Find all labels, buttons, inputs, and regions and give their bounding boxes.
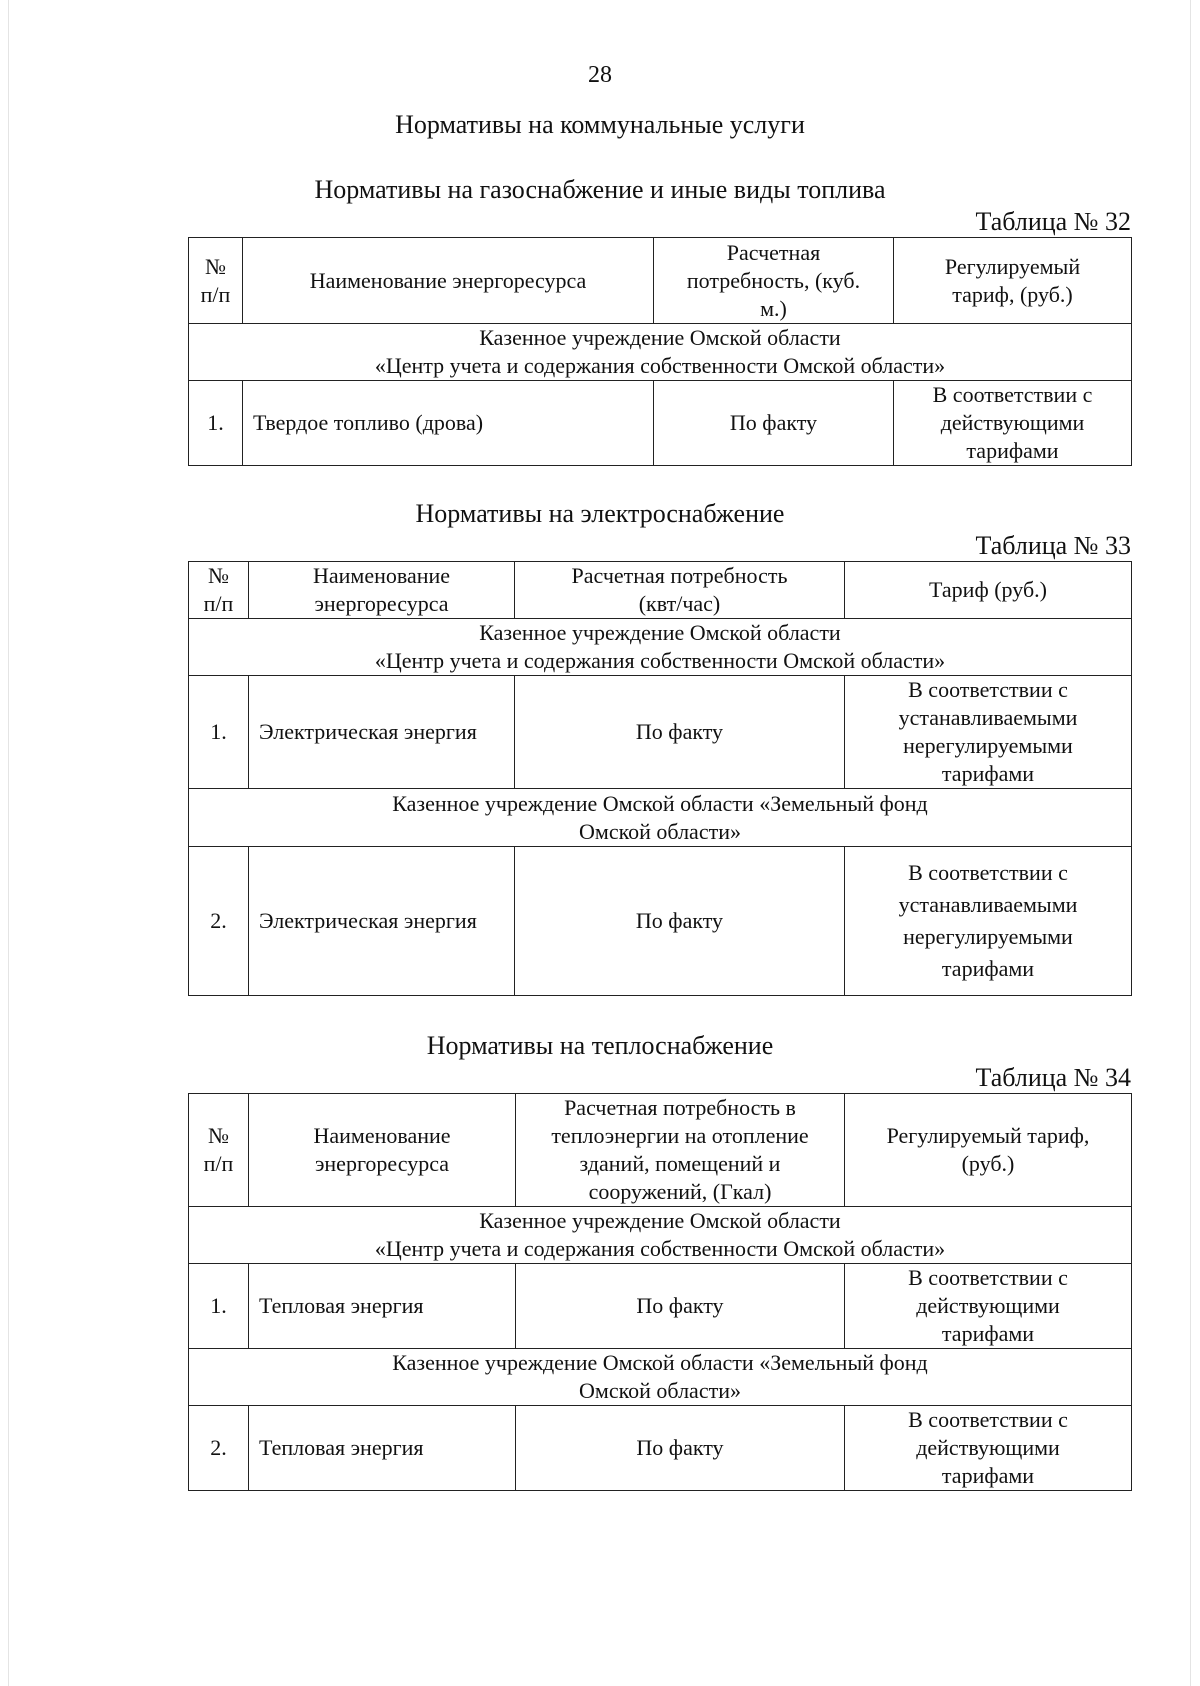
cell-consumption: По факту [515, 847, 845, 996]
cell-consumption: По факту [654, 381, 894, 466]
header-tariff: Регулируемый тариф, (руб.) [845, 1094, 1132, 1207]
table-row [189, 1264, 1132, 1349]
table-row [189, 847, 1132, 996]
header-tariff: Тариф (руб.) [845, 562, 1132, 619]
group-label: Казенное учреждение Омской области «Земельный фонд Омской области» [189, 1349, 1132, 1406]
table-group-row [189, 1349, 1132, 1406]
table-34 [188, 1093, 1132, 1491]
cell-resource: Тепловая энергия [249, 1406, 516, 1491]
cell-number: 1. [189, 1264, 249, 1349]
header-resource: Наименование энергоресурса [249, 1094, 516, 1207]
table-label-34: Таблица № 34 [975, 1063, 1131, 1092]
table-group-row [189, 789, 1132, 847]
main-title: Нормативы на коммунальные услуги [395, 110, 805, 139]
table-row [189, 1406, 1132, 1491]
cell-number: 1. [189, 676, 249, 789]
group-label: Казенное учреждение Омской области «Земельный фонд Омской области» [189, 789, 1132, 847]
table-label-32: Таблица № 32 [975, 207, 1131, 236]
table-header-row [189, 562, 1132, 619]
header-resource: Наименование энергоресурса [249, 562, 515, 619]
section-title-electricity: Нормативы на электроснабжение [415, 499, 785, 528]
cell-tariff: В соответствии с устанавливаемыми нерегулируемыми тарифами [845, 847, 1132, 996]
table-group-row [189, 619, 1132, 676]
cell-resource: Электрическая энергия [249, 676, 515, 789]
table-header-row [189, 1094, 1132, 1207]
header-consumption: Расчетная потребность в теплоэнергии на отопление зданий, помещений и сооружений, (Гкал) [516, 1094, 845, 1207]
table-32 [188, 237, 1132, 466]
table-header-row [189, 238, 1132, 324]
header-consumption: Расчетная потребность (квт/час) [515, 562, 845, 619]
cell-tariff: В соответствии с действующими тарифами [845, 1406, 1132, 1491]
group-label: Казенное учреждение Омской области «Центр учета и содержания собственности Омской области» [189, 619, 1132, 676]
cell-consumption: По факту [516, 1406, 845, 1491]
table-row [189, 381, 1132, 466]
table-label-33: Таблица № 33 [975, 531, 1131, 560]
cell-resource: Электрическая энергия [249, 847, 515, 996]
page-number: 28 [588, 62, 612, 88]
header-number: № п/п [189, 562, 249, 619]
cell-tariff: В соответствии с устанавливаемыми нерегулируемыми тарифами [845, 676, 1132, 789]
cell-tariff: В соответствии с действующими тарифами [845, 1264, 1132, 1349]
cell-resource: Тепловая энергия [249, 1264, 516, 1349]
cell-resource: Твердое топливо (дрова) [243, 381, 654, 466]
header-number: № п/п [189, 1094, 249, 1207]
table-row [189, 676, 1132, 789]
header-number: № п/п [189, 238, 243, 324]
section-title-heating: Нормативы на теплоснабжение [426, 1031, 774, 1060]
cell-tariff: В соответствии с действующими тарифами [894, 381, 1132, 466]
cell-consumption: По факту [515, 676, 845, 789]
header-tariff: Регулируемый тариф, (руб.) [894, 238, 1132, 324]
cell-consumption: По факту [516, 1264, 845, 1349]
group-label: Казенное учреждение Омской области «Центр учета и содержания собственности Омской области» [189, 1207, 1132, 1264]
cell-number: 2. [189, 1406, 249, 1491]
table-33 [188, 561, 1132, 996]
table-group-row [189, 1207, 1132, 1264]
table-group-row [189, 324, 1132, 381]
section-title-gas: Нормативы на газоснабжение и иные виды топлива [314, 175, 886, 204]
cell-number: 2. [189, 847, 249, 996]
group-label: Казенное учреждение Омской области «Центр учета и содержания собственности Омской области» [189, 324, 1132, 381]
header-consumption: Расчетная потребность, (куб. м.) [654, 238, 894, 324]
cell-number: 1. [189, 381, 243, 466]
header-resource: Наименование энергоресурса [243, 238, 654, 324]
